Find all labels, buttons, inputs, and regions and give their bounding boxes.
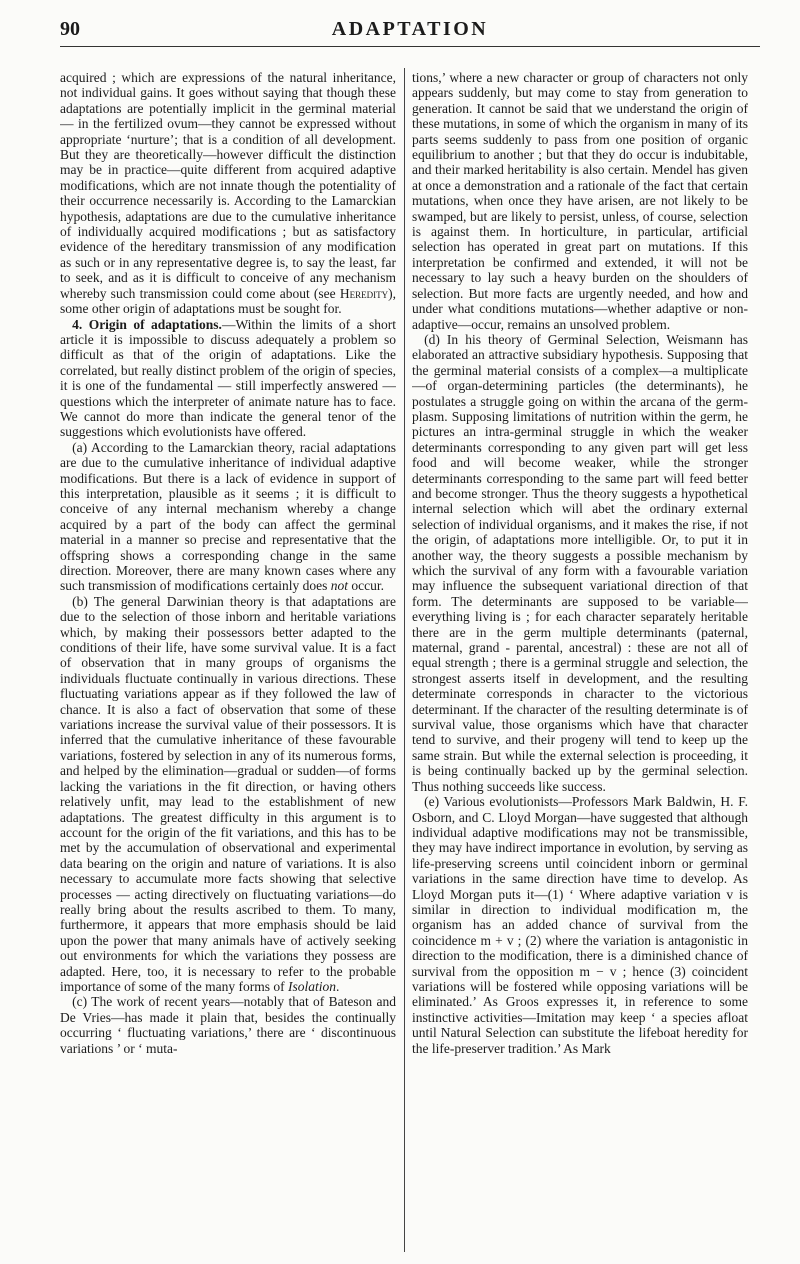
- emphasis: Isolation: [287, 978, 336, 994]
- left-column: [60, 70, 396, 1250]
- paragraph-text: acquired ; which are expressions of the natural inheritance, not individual gains. It goes without saying that though these adaptations are potentially implicit in the germinal material — in the fertilized ovum—they cannot be expressed without appropriate ‘nurture’; that is a condition of all development. But they are theoretically—however difficult the distinction may be in practice—quite different from acquired adaptive modifications, which are not innate though the potentiality of their occurrence necessarily is. According to the Lamarckian hypothesis, adaptations are due to the cumulative inheritance of individually acquired modifications ; but as satisfactory evidence of the hereditary transmission of any modification as such or in any representative degree is, to say the least, far to seek, and as it is difficult to conceive of any mechanism whereby such transmission could come about (see: [60, 70, 396, 301]
- cross-reference: Heredity: [339, 285, 389, 301]
- paragraph-text: occur.: [347, 578, 384, 594]
- header-rule: [60, 46, 760, 47]
- column-divider: [404, 68, 405, 1252]
- section-title: Origin of adaptations.: [88, 316, 222, 332]
- paragraph: tions,’ where a new character or group of characters not only appears suddenly, but may come to stay from generation to generation. It cannot be said that we understand the origin of these mutations, in some of which the organism in many of its parts seems suddenly to pass from one position of organic equilibrium to another ; but that they do occur is indubitable, and their marked heritability is also certain. Mendel has given at once a demonstration and a rationale of the fact that certain mutations, when once they have arisen, are not likely to be swamped, but are likely to persist, unless, of course, selection is against them. In horticulture, in particular, artificial selection has operated in great part on mutations. If this interpretation be confirmed and extended, it will not be necessary to lay such a heavy burden on the shoulders of selection. But more facts are urgently needed, and how and under what conditions mutations—whether adaptive or non-adaptive—occur, remains an unsolved problem.: [412, 70, 748, 332]
- section-paragraph: [60, 317, 396, 440]
- paragraph: (d) In his theory of Germinal Selection, Weismann has elaborated an attractive subsidiary hypothesis. Supposing that the germinal material consists of a complex—a multiplicate—of organ-determining particles (the determinants), he postulates a struggle going on within the arcana of the germ-plasm. Supposing limitations of nutrition within the germ, he pictures an intra-germinal struggle in which the weaker determinants corresponding to any given part will get less food and will become weaker, while the stronger determinants corresponding to the same part will feed better and become stronger. Thus the theory suggests a hypothetical internal selection which will abet the ordinary external selection of individual organisms, and it makes the rise, if not the origin, of adaptations more intelligible. Or, to put it in another way, the theory suggests a possible mechanism by which the survival of any form with a favourable variation may influence the subsequent variational direction of that form. The determinants are supposed to be variable—everything living is ; for each character separately heritable there are in the germ multiple determinants (paternal, maternal, grand - parental, ancestral) : these are not all of equal strength ; there is a germinal struggle and selection, the strongest asserts itself in development, and the resulting determinate corresponds in character to the victorious determinant. If the character of the resulting determinate is of survival value, those organisms which have that character tend to survive, and their progeny will tend to keep up the same strain. But while the external selection is proceeding, it is being continually backed up by the germinal selection. Thus nothing succeeds like success.: [412, 331, 748, 794]
- section-number: 4.: [72, 316, 83, 332]
- paragraph: [60, 440, 396, 594]
- paragraph-text: —Within the limits of a short article it is impossible to discuss adequately a problem so difficult as that of the origin of adaptations. Like the correlated, but really distinct problem of the origin of species, it is one of the fundamental — still imperfectly answered — questions which the interpreter of animate nature has to face. We cannot do more than indicate the general tenor of the suggestions which evolutionists have offered.: [60, 316, 396, 440]
- paragraph-text: (a) According to the Lamarckian theory, racial adaptations are due to the cumulative inheritance of individual adaptive modifications. But there is a lack of evidence in support of this interpretation, plausible as it seems ; it is difficult to conceive of any internal mechanism whereby a change acquired by a part of the body can affect the germinal material in a manner so precise and representative that the offspring shows a corresponding change in the same direction. Moreover, there are many known cases where any such transmission of modifications certainly does: [60, 439, 396, 594]
- paragraph-text: (b) The general Darwinian theory is that adaptations are due to the selection of those inborn and heritable variations which, by making their possessors better adapted to the conditions of their life, have some survival value. It is a fact of observation that in many groups of organisms the individuals fluctuate continually in various directions. These fluctuating variations appear as if they followed the law of chance. It is also a fact of observation that some of these variations increase the survival value of their possessors. It is inferred that the cumulative inheritance of these favourable variations, fostered by selection in any of its numerous forms, and helped by the elimination—gradual or sudden—of forms lacking the variations in the fit direction, or having others relatively unfit, may lead to the establishment of new adaptations. The greatest difficulty in this argument is to account for the origin of the fit variations, and this has to be met by the accumulation of observational and experimental data bearing on the origin and nature of variations. It is also necessary to accumulate more facts showing that selective processes — acting directively on fluctuating variations—do really bring about the results ascribed to them. To many, furthermore, it appears that more emphasis should be laid upon the power that many animals have of actively seeking out environments for which the variations they possess are adapted. Here, too, it is necessary to refer to the probable importance of some of the many forms of: [60, 593, 396, 994]
- emphasis: not: [330, 578, 348, 594]
- paragraph: (e) Various evolutionists—Professors Mark Baldwin, H. F. Osborn, and C. Lloyd Morgan—have suggested that although individual adaptive modifications may not be transmissible, they may have indirect importance in evolution, by serving as life-preserving screens until coincident inborn or germinal variations in the same direction have time to develop. As Lloyd Morgan puts it—(1) ‘ Where adaptive variation v is similar in direction to individual modification m, the organism has an added chance of survival from the coincidence m + v ; (2) where the variation is antagonistic in direction to the modification, there is a diminished chance of survival from the opposition m − v ; hence (3) coincident variations will be fostered while opposing variations will be eliminated.’ As Groos expresses it, in reference to some instinctive activities—Imitation may keep ‘ a species afloat until Natural Selection can substitute the lifeboat heredity for the life-preserver tradition.’ As Mark: [412, 794, 748, 1056]
- page-number: 90: [60, 18, 80, 40]
- running-head: ADAPTATION: [331, 18, 489, 40]
- paragraph: [60, 70, 396, 317]
- paragraph: [60, 594, 396, 995]
- paragraph: (c) The work of recent years—notably that of Bateson and De Vries—has made it plain that, besides the continually occurring ‘ fluctuating variations,’ there are ‘ discontinuous variations ’ or ‘ muta-: [60, 994, 396, 1056]
- right-column: [412, 70, 748, 1250]
- paragraph-text: ), some other origin of adaptations must be sought for.: [60, 285, 396, 317]
- paragraph-text: .: [335, 978, 340, 994]
